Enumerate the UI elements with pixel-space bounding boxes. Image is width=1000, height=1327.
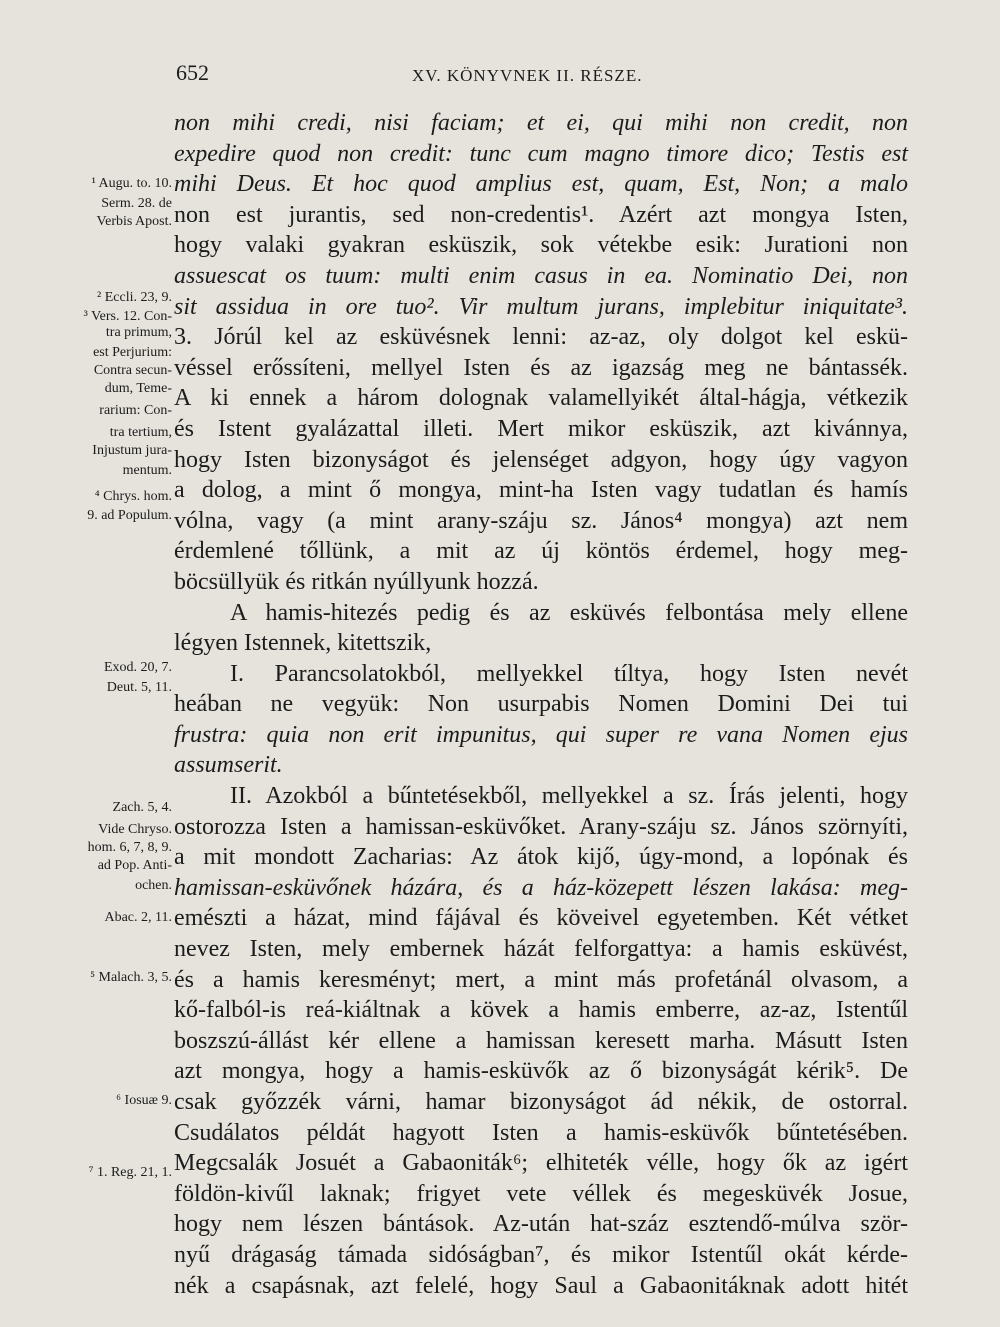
text-line: azt mongya, hogy a hamis-esküvők az ő bizonyságát kérik⁵. De	[174, 1058, 908, 1085]
text-line: Csudálatos példát hagyott Isten a hamis-esküvők bűntetésében.	[174, 1119, 908, 1146]
text-line: II. Azokból a bűntetésekből, mellyekkel a sz. Írás jelenti, hogy	[230, 783, 908, 810]
text-line: non est jurantis, sed non-credentis¹. Azért azt mongya Isten,	[174, 201, 908, 228]
margin-note: ⁷ 1. Reg. 21, 1.	[88, 1165, 172, 1180]
margin-note: tra primum,	[105, 325, 172, 340]
running-head: XV. KÖNYVNEK II. RÉSZE.	[412, 66, 643, 85]
margin-note: tra tertium,	[109, 425, 172, 440]
text-line: hogy Isten bizonyságot és jelenséget adgyon, hogy úgy vagyon	[174, 446, 908, 473]
text-line: kő-falból-is reá-kiáltnak a kövek a hamis emberre, az-az, Istentűl	[174, 997, 908, 1024]
text-line: mihi Deus. Et hoc quod amplius est, quam, Est, Non; a malo	[174, 171, 908, 198]
text-line: heában ne vegyük: Non usurpabis Nomen Domini Dei tui	[174, 691, 908, 718]
margin-note: ⁶ Iosuæ 9.	[116, 1093, 172, 1108]
page-number: 652	[176, 60, 209, 85]
text-line: boszszú-állást kér ellene a hamissan keresett marha. Másutt Isten	[174, 1027, 908, 1054]
margin-note: rarium: Con-	[99, 403, 172, 418]
text-line: 3. Jórúl kel az esküvésnek lenni: az-az, oly dolgot kel eskü-	[174, 324, 908, 351]
text-line: érdemlené tőllünk, a mit az új köntös érdemel, hogy meg-	[174, 538, 908, 565]
margin-note: ³ Vers. 12. Con-	[83, 309, 172, 324]
margin-note: Deut. 5, 11.	[106, 680, 172, 695]
margin-note: ¹ Augu. to. 10.	[91, 176, 172, 191]
text-line: csak győzzék várni, hamar bizonyságot ád nékik, de ostorral.	[174, 1089, 908, 1115]
text-line: nyű drágaság támada sidóságban⁷, és mikor Istentűl okát kérde-	[174, 1241, 908, 1268]
margin-note: Injustum jura-	[92, 443, 172, 458]
margin-note: ad Pop. Anti-	[97, 858, 172, 873]
margin-note: mentum.	[122, 463, 172, 478]
text-line: légyen Istennek, kitettszik,	[174, 630, 432, 657]
margin-note: Vide Chryso.	[98, 822, 172, 837]
margin-note: Serm. 28. de	[101, 196, 172, 211]
text-line: Megcsalák Josuét a Gabaoniták⁶; elhiteték vélle, hogy ők az igért	[174, 1150, 908, 1177]
margin-note: Contra secun-	[93, 363, 172, 378]
margin-note: Abac. 2, 11.	[104, 910, 172, 925]
margin-note: ² Eccli. 23, 9.	[97, 290, 172, 305]
text-line: nevez Isten, mely embernek házát felforgattya: a hamis esküvést,	[174, 936, 908, 963]
text-line: ostorozza Isten a hamissan-esküvőket. Arany-száju sz. János szörnyíti,	[174, 813, 908, 840]
text-line: vólna, vagy (a mint arany-száju sz. János⁴ mongya) azt nem	[174, 507, 908, 534]
text-line: sit assidua in ore tuo². Vir multum jurans, implebitur iniquitate³.	[174, 293, 908, 320]
text-line: A ki ennek a három dolognak valamellyikét által-hágja, vétkezik	[174, 385, 908, 412]
margin-note: ⁵ Malach. 3, 5.	[90, 970, 172, 985]
text-line: hogy valaki gyakran esküszik, sok vétekbe esik: Jurationi non	[174, 232, 908, 259]
margin-note: ⁴ Chrys. hom.	[94, 489, 172, 504]
text-line: assumserit.	[174, 752, 283, 779]
text-line: A hamis-hitezés pedig és az esküvés felbontása mely ellene	[230, 599, 908, 626]
text-line: nék a csapásnak, azt felelé, hogy Saul a Gabaonitáknak adott hitét	[174, 1272, 908, 1299]
text-line: I. Parancsolatokból, mellyekkel tíltya, hogy Isten nevét	[230, 660, 908, 687]
text-line: non mihi credi, nisi faciam; et ei, qui mihi non credit, non	[174, 110, 908, 136]
text-line: assuescat os tuum: multi enim casus in ea. Nominatio Dei, non	[174, 262, 908, 289]
text-line: földön-kivűl laknak; frigyet vete véllek és megesküvék Josue,	[174, 1180, 908, 1207]
text-line: frustra: quia non erit impunitus, qui super re vana Nomen ejus	[174, 721, 908, 748]
main-text	[174, 108, 908, 1301]
text-line: a mit mondott Zacharias: Az átok kijő, úgy-mond, a lopónak és	[174, 844, 908, 871]
margin-note: Zach. 5, 4.	[112, 800, 172, 815]
text-line: és Istent gyalázattal illeti. Mert mikor esküszik, azt kivánnya,	[174, 415, 908, 442]
margin-note: Exod. 20, 7.	[103, 660, 172, 675]
text-line: a dolog, a mint ő mongya, mint-ha Isten vagy tudatlan és hamís	[174, 477, 908, 504]
text-line: böcsüllyük és ritkán nyúllyunk hozzá.	[174, 568, 539, 595]
text-line: hogy nem lészen bántások. Az-után hat-száz esztendő-múlva ször-	[174, 1211, 908, 1238]
text-line: hamissan-esküvőnek házára, és a ház-közepett lészen lakása: meg-	[174, 874, 908, 901]
text-line: véssel erőssíteni, mellyel Isten és az igazság meg ne bántassék.	[174, 354, 908, 381]
margin-note: ochen.	[135, 878, 172, 893]
margin-note: dum, Teme-	[104, 381, 172, 396]
margin-note: Verbis Apost.	[96, 214, 172, 229]
text-line: és a hamis keresményt; mert, a mint más profetánál olvasom, a	[174, 966, 908, 993]
margin-note: 9. ad Populum.	[87, 508, 172, 523]
text-line: emészti a házat, mind fájával és köveivel egyetemben. Két vétket	[174, 905, 908, 932]
text-line: expedire quod non credit: tunc cum magno timore dico; Testis est	[174, 140, 908, 167]
margin-note: est Perjurium:	[93, 345, 172, 360]
margin-note: hom. 6, 7, 8, 9.	[87, 840, 172, 855]
